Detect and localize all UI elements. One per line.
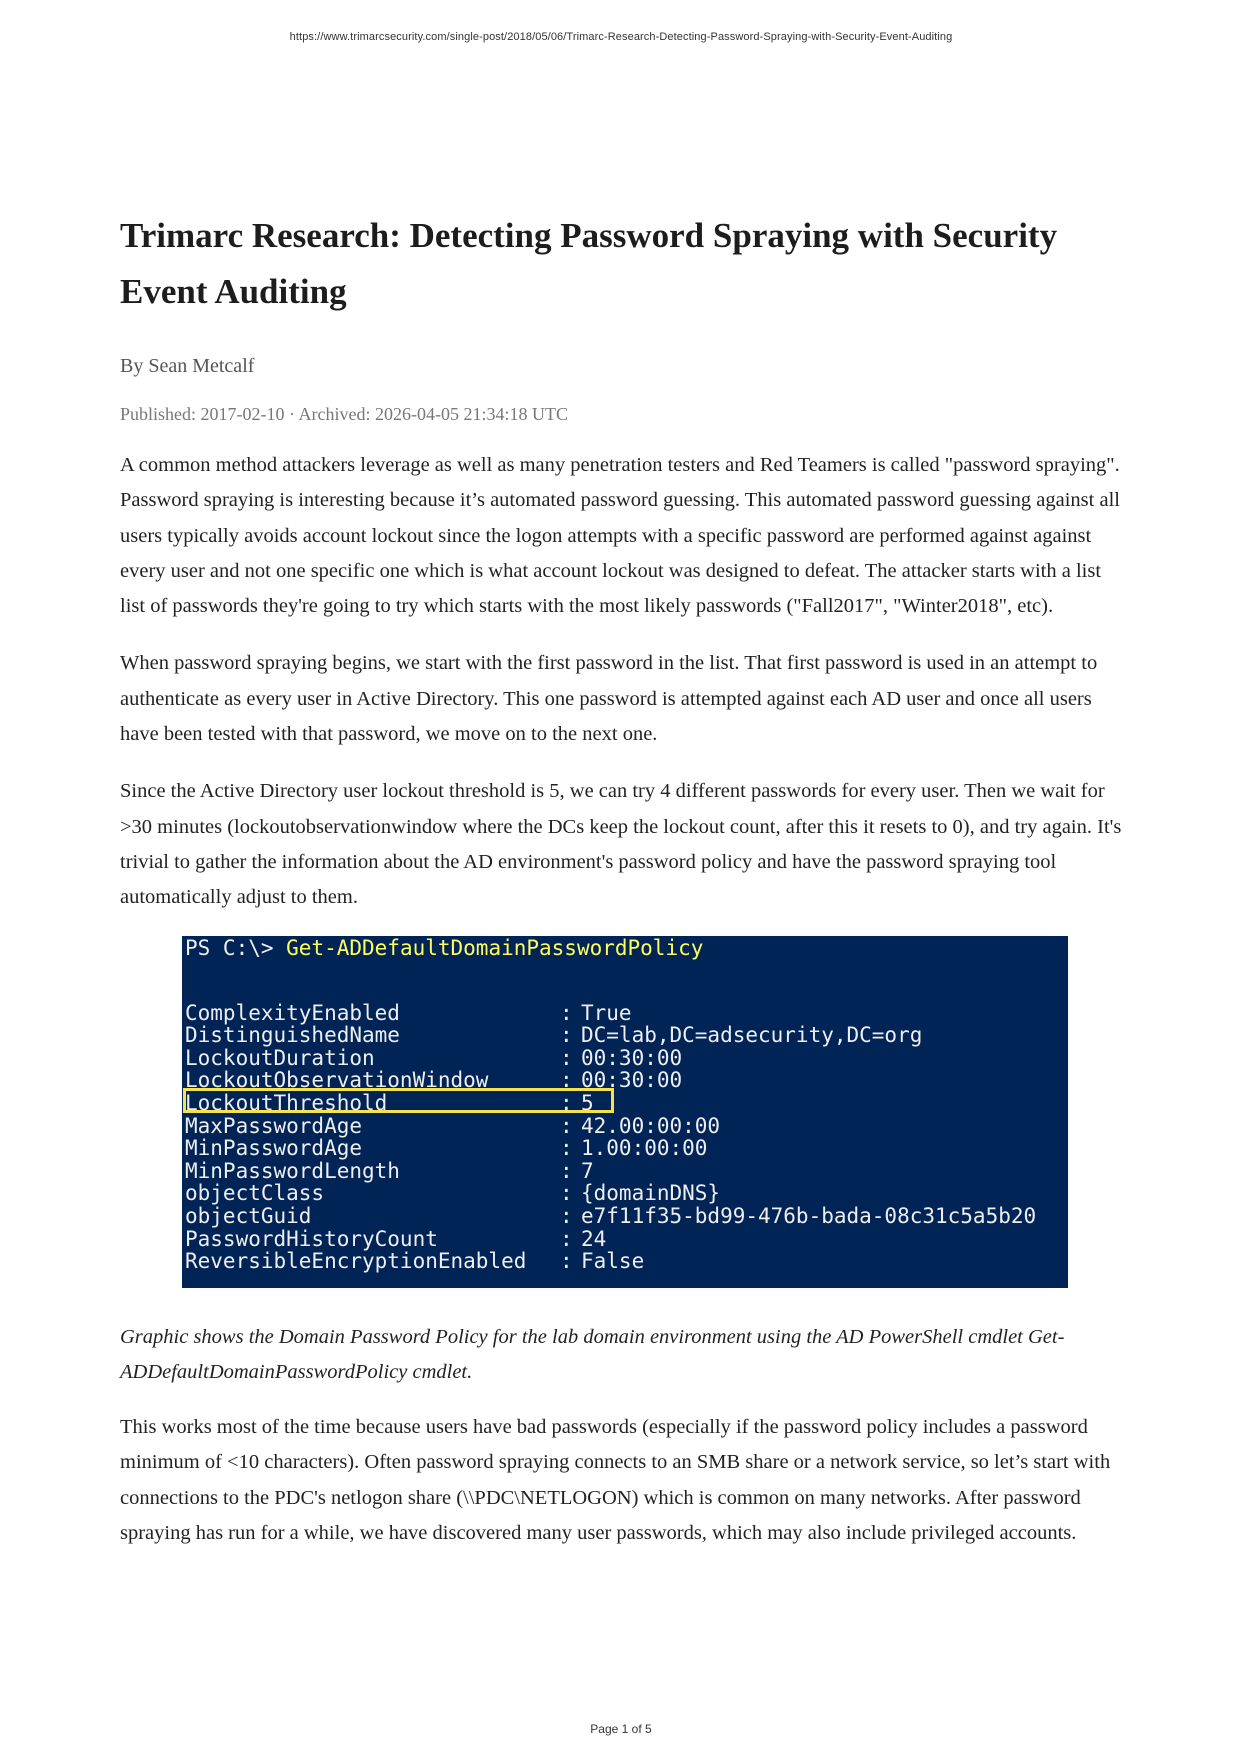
output-key: DistinguishedName bbox=[185, 1023, 400, 1048]
powershell-output bbox=[185, 1002, 1065, 1273]
output-value: e7f11f35-bd99-476b-bada-08c31c5a5b20 bbox=[581, 1203, 1037, 1228]
output-value: 7 bbox=[581, 1158, 594, 1183]
output-key: objectClass bbox=[185, 1181, 325, 1206]
output-separator: : bbox=[560, 1000, 573, 1025]
output-key: MaxPasswordAge bbox=[185, 1113, 363, 1138]
article-title: Trimarc Research: Detecting Password Spraying with Security Event Auditing bbox=[120, 216, 1058, 311]
powershell-command-line bbox=[185, 937, 703, 959]
output-value: 24 bbox=[581, 1226, 607, 1251]
output-key: LockoutDuration bbox=[185, 1045, 375, 1070]
powershell-prompt: PS C:\> bbox=[185, 935, 287, 960]
powershell-output-row bbox=[185, 1137, 1065, 1160]
output-separator: : bbox=[560, 1068, 573, 1093]
article-paragraph-4: This works most of the time because users have bad passwords (especially if the password policy includes a password minimum of <10 characters). Often password spraying connects to an SMB share or a network service, so let’s start with connections to the PDC's netlogon share (\\PDC\NETLOGON) which is common on many networks. After password spraying has run for a while, we have discovered many user passwords, which may also include privileged accounts. bbox=[120, 1416, 1111, 1545]
output-value: 00:30:00 bbox=[581, 1045, 683, 1070]
powershell-output-row bbox=[185, 1024, 1065, 1047]
output-value: 00:30:00 bbox=[581, 1068, 683, 1093]
output-separator: : bbox=[560, 1226, 573, 1251]
powershell-output-row bbox=[185, 1205, 1065, 1228]
output-key: PasswordHistoryCount bbox=[185, 1226, 438, 1251]
powershell-output-row bbox=[185, 1250, 1065, 1273]
page-number: Page 1 of 5 bbox=[590, 1722, 652, 1736]
output-separator: : bbox=[560, 1158, 573, 1183]
output-value: False bbox=[581, 1249, 645, 1274]
article-paragraph-1: A common method attackers leverage as well as many penetration testers and Red Teamers is called "password spraying". Password spraying is interesting because it’s automated password guessing. This automated password guessing against all users typically avoids account lockout since the logon attempts with a specific password are performed against against every user and not one specific one which is what account lockout was designed to defeat. The attacker starts with a list list of passwords they're going to try which starts with the most likely passwords ("Fall2017", "Winter2018", etc). bbox=[120, 454, 1120, 618]
article-byline: By Sean Metcalf bbox=[120, 355, 255, 377]
powershell-output-row bbox=[185, 1047, 1065, 1070]
powershell-output-row bbox=[185, 1228, 1065, 1251]
article bbox=[120, 208, 1130, 1551]
article-paragraph-2: When password spraying begins, we start with the first password in the list. That first password is used in an attempt to authenticate as every user in Active Directory. This one password is attempted against each AD user and once all users have been tested with that password, we move on to the next one. bbox=[120, 652, 1098, 746]
output-separator: : bbox=[560, 1136, 573, 1161]
powershell-output-row bbox=[185, 1002, 1065, 1025]
output-key: ComplexityEnabled bbox=[185, 1000, 400, 1025]
output-value: {domainDNS} bbox=[581, 1181, 721, 1206]
output-value: True bbox=[581, 1000, 632, 1025]
output-separator: : bbox=[560, 1090, 573, 1115]
output-separator: : bbox=[560, 1203, 573, 1228]
output-separator: : bbox=[560, 1181, 573, 1206]
powershell-screenshot bbox=[182, 936, 1068, 1288]
output-key: objectGuid bbox=[185, 1203, 312, 1228]
output-value: 1.00:00:00 bbox=[581, 1136, 708, 1161]
output-value: 42.00:00:00 bbox=[581, 1113, 721, 1138]
output-key: LockoutObservationWindow bbox=[185, 1068, 489, 1093]
output-key: LockoutThreshold bbox=[185, 1090, 388, 1115]
output-separator: : bbox=[560, 1045, 573, 1070]
article-meta: Published: 2017-02-10 · Archived: 2026-04-05 21:34:18 UTC bbox=[120, 404, 568, 424]
powershell-cmdlet: Get-ADDefaultDomainPasswordPolicy bbox=[286, 935, 704, 960]
output-key: MinPasswordLength bbox=[185, 1158, 400, 1183]
powershell-output-row bbox=[185, 1182, 1065, 1205]
article-paragraph-3: Since the Active Directory user lockout threshold is 5, we can try 4 different passwords for every user. Then we wait for >30 minutes (lockoutobservationwindow where the DCs keep the lockout count, after this it resets to 0), and try again. It's trivial to gather the information about the AD environment's password policy and have the password spraying tool automatically adjust to them. bbox=[120, 780, 1122, 909]
output-separator: : bbox=[560, 1249, 573, 1274]
page-url-header: https://www.trimarcsecurity.com/single-post/2018/05/06/Trimarc-Research-Detecting-Password-Spraying-with-Security-Event-Auditing bbox=[289, 31, 953, 43]
lockout-threshold-highlight-box bbox=[183, 1088, 614, 1113]
powershell-output-row bbox=[185, 1160, 1065, 1183]
output-separator: : bbox=[560, 1023, 573, 1048]
output-value: DC=lab,DC=adsecurity,DC=org bbox=[581, 1023, 923, 1048]
output-separator: : bbox=[560, 1113, 573, 1138]
figure-caption: Graphic shows the Domain Password Policy for the lab domain environment using the AD PowerShell cmdlet Get-ADDefaultDomainPasswordPolicy cmdlet. bbox=[120, 1325, 1065, 1383]
output-value: 5 bbox=[581, 1090, 594, 1115]
output-key: MinPasswordAge bbox=[185, 1136, 363, 1161]
output-key: ReversibleEncryptionEnabled bbox=[185, 1249, 527, 1274]
powershell-output-row bbox=[185, 1115, 1065, 1138]
